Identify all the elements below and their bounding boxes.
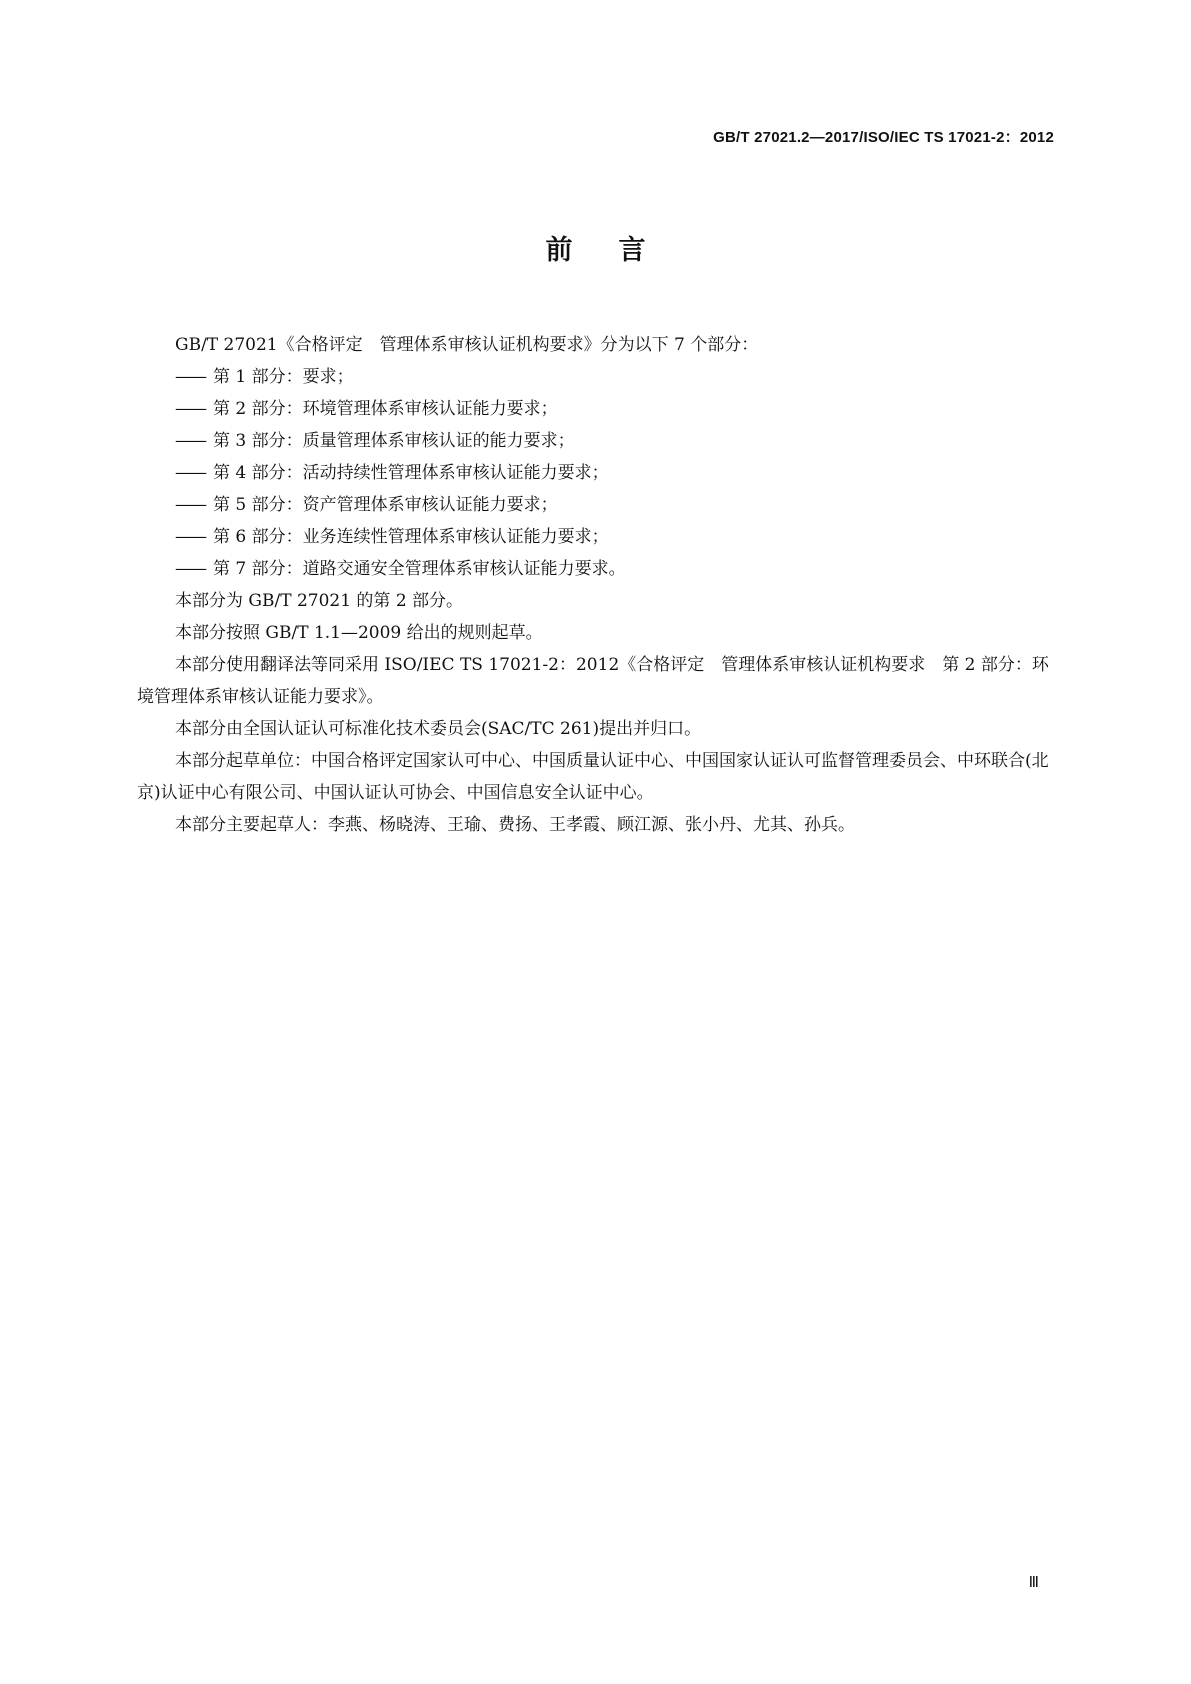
- standard-code-header: GB/T 27021.2—2017/ISO/IEC TS 17021-2：2012: [713, 129, 1054, 146]
- list-item-text: 第 2 部分：环境管理体系审核认证能力要求；: [213, 399, 558, 419]
- list-dash: ——: [175, 559, 205, 579]
- intro-paragraph: GB/T 27021《合格评定 管理体系审核认证机构要求》分为以下 7 个部分：: [175, 335, 759, 355]
- list-item-text: 第 5 部分：资产管理体系审核认证能力要求；: [213, 495, 558, 515]
- parts-list: [137, 361, 1055, 585]
- list-item-text: 第 1 部分：要求；: [213, 367, 354, 387]
- list-item-text: 第 4 部分：活动持续性管理体系审核认证能力要求；: [213, 463, 609, 483]
- drafting-units-paragraph: 本部分起草单位：中国合格评定国家认可中心、中国质量认证中心、中国国家认证认可监督管理委员会、中环联合(北京)认证中心有限公司、中国认证认可协会、中国信息安全认证中心。: [137, 751, 1049, 803]
- list-dash: ——: [175, 367, 205, 387]
- list-item-text: 第 3 部分：质量管理体系审核认证的能力要求；: [213, 431, 575, 451]
- part-statement-paragraph: 本部分为 GB/T 27021 的第 2 部分。: [175, 591, 464, 611]
- list-item: [137, 553, 1055, 585]
- drafting-rules-paragraph: 本部分按照 GB/T 1.1—2009 给出的规则起草。: [175, 623, 543, 643]
- adoption-paragraph: 本部分使用翻译法等同采用 ISO/IEC TS 17021-2：2012《合格评定 管理体系审核认证机构要求 第 2 部分：环境管理体系审核认证能力要求》。: [137, 655, 1049, 707]
- committee-paragraph: 本部分由全国认证认可标准化技术委员会(SAC/TC 261)提出并归口。: [175, 719, 702, 739]
- page-title: 前言: [545, 235, 692, 266]
- page-number: Ⅲ: [1028, 1573, 1039, 1591]
- list-item: [137, 425, 1055, 457]
- list-item: [137, 457, 1055, 489]
- list-dash: ——: [175, 399, 205, 419]
- list-item: [137, 489, 1055, 521]
- list-item-text: 第 7 部分：道路交通安全管理体系审核认证能力要求。: [213, 559, 626, 579]
- list-dash: ——: [175, 527, 205, 547]
- list-item: [137, 393, 1055, 425]
- drafters-paragraph: 本部分主要起草人：李燕、杨晓涛、王瑜、费扬、王孝霞、顾江源、张小丹、尤其、孙兵。: [175, 815, 855, 835]
- list-item-text: 第 6 部分：业务连续性管理体系审核认证能力要求；: [213, 527, 609, 547]
- foreword-content: [137, 329, 1055, 841]
- list-dash: ——: [175, 431, 205, 451]
- list-item: [137, 361, 1055, 393]
- list-dash: ——: [175, 495, 205, 515]
- list-item: [137, 521, 1055, 553]
- list-dash: ——: [175, 463, 205, 483]
